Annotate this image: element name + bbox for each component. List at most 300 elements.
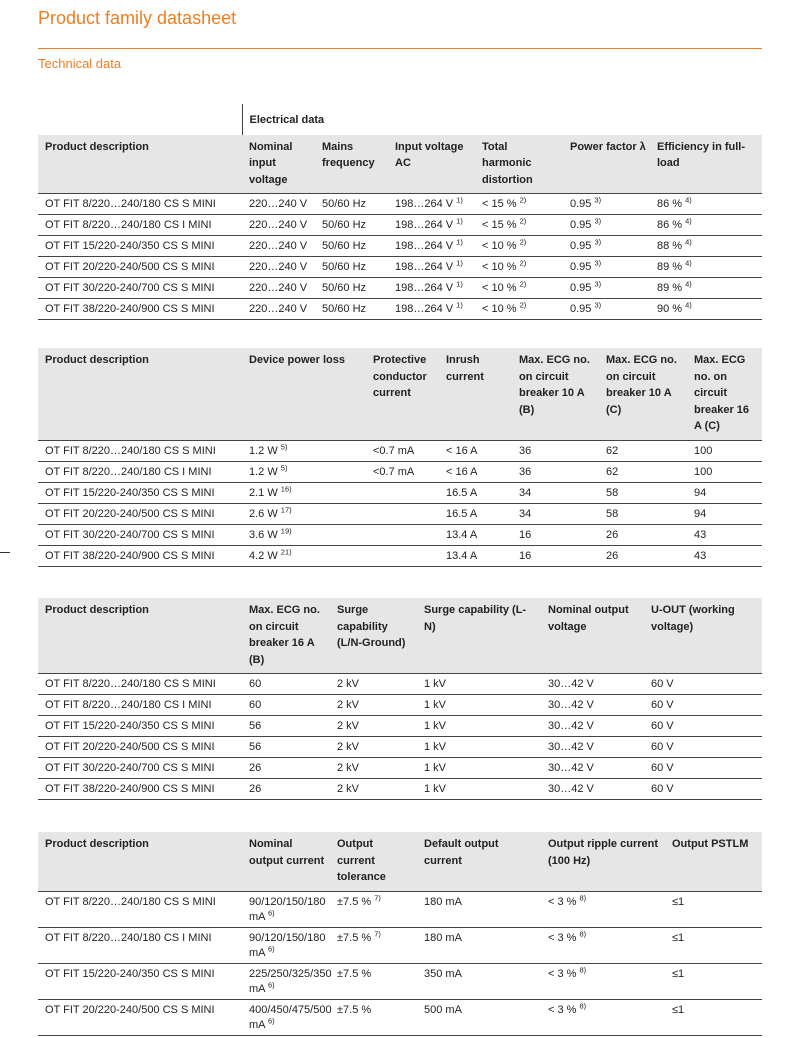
table-cell (687, 461, 762, 482)
table-cell (541, 674, 644, 695)
cell-value: ±7.5 % (337, 931, 372, 944)
footnote-ref: 4) (685, 300, 692, 310)
cell-value: 13.4 A (446, 549, 478, 562)
column-header: Nominal output current (242, 832, 330, 891)
footnote-ref: 3) (594, 237, 602, 247)
cell-value: 60 V (651, 741, 674, 753)
footnote-ref: 5) (280, 441, 288, 451)
table-cell (644, 779, 762, 800)
footnote-ref: 1) (456, 300, 463, 310)
table-cell (242, 503, 366, 524)
column-header: U-OUT (working voltage) (644, 598, 762, 674)
cell-value: 2 kV (337, 783, 360, 795)
product-description-cell (38, 215, 242, 236)
table-cell (512, 440, 599, 461)
product-description-cell (38, 440, 242, 461)
table-row (38, 963, 762, 999)
cell-value: 34 (519, 486, 532, 499)
product-description-cell (38, 716, 242, 737)
table-cell (687, 524, 762, 545)
column-header: Surge capability (L-N) (417, 598, 541, 674)
table-cell (242, 674, 330, 695)
cell-value: OT FIT 8/220…240/180 CS I MINI (45, 699, 212, 711)
footnote-ref: 17) (280, 504, 292, 514)
column-header: Product description (38, 135, 242, 194)
cell-value: 56 (249, 741, 262, 753)
cell-value: ±7.5 % (337, 1003, 372, 1016)
product-description-cell (38, 194, 242, 215)
table-row (38, 758, 762, 779)
table-cell (512, 524, 599, 545)
cell-value: 100 (694, 444, 713, 457)
cell-value: 16 (519, 528, 532, 541)
cell-value: 50/60 Hz (322, 303, 367, 315)
table-cell (388, 257, 475, 278)
footnote-ref: 21) (280, 546, 292, 556)
table-cell (315, 299, 388, 320)
cell-value: 0.95 (570, 261, 592, 273)
table-header-row (38, 832, 762, 891)
footnote-ref: 2) (519, 300, 527, 310)
cell-value: 400/450/475/500 mA (249, 1003, 332, 1031)
cell-value: 2 kV (337, 762, 360, 774)
cell-value: 90 % (657, 303, 683, 315)
table-cell (242, 758, 330, 779)
column-header: Product description (38, 348, 242, 440)
cell-value: 1 kV (424, 678, 447, 690)
table-row (38, 299, 762, 320)
product-description-cell (38, 545, 242, 566)
cell-value: 86 % (657, 198, 683, 210)
table-cell (644, 758, 762, 779)
footnote-ref: 8) (579, 928, 587, 938)
table-cell (475, 236, 563, 257)
cell-value: < 10 % (482, 282, 517, 294)
cell-value: ≤1 (672, 931, 685, 944)
cell-value: OT FIT 30/220-240/700 CS S MINI (45, 282, 215, 294)
product-description-cell (38, 503, 242, 524)
table-cell (439, 440, 512, 461)
cell-value: 43 (694, 528, 707, 541)
column-header: Product description (38, 832, 242, 891)
table-cell (665, 927, 762, 963)
cell-value: 50/60 Hz (322, 219, 367, 231)
table-cell (315, 215, 388, 236)
cell-value: OT FIT 15/220-240/350 CS S MINI (45, 240, 215, 252)
cell-value: 220…240 V (249, 219, 308, 231)
table-cell (599, 461, 687, 482)
cell-value: OT FIT 8/220…240/180 CS S MINI (45, 444, 216, 457)
cell-value: 60 V (651, 699, 674, 711)
table-cell (417, 963, 541, 999)
cell-value: 60 V (651, 762, 674, 774)
footnote-ref: 3) (594, 195, 602, 205)
cell-value: 500 mA (424, 1003, 462, 1016)
cell-value: 16.5 A (446, 486, 478, 499)
table-cell (330, 963, 417, 999)
title-divider (38, 48, 762, 49)
footnote-ref: 8) (579, 1000, 587, 1010)
table-cell (563, 257, 650, 278)
footnote-ref: 4) (685, 237, 692, 247)
product-description-cell (38, 999, 242, 1035)
table-cell (512, 503, 599, 524)
footnote-ref: 4) (685, 195, 692, 205)
cell-value: 1.2 W (249, 444, 278, 457)
cell-value: 13.4 A (446, 528, 478, 541)
column-header: Efficiency in full-load (650, 135, 762, 194)
table-row (38, 716, 762, 737)
product-description-cell (38, 737, 242, 758)
table-cell (650, 257, 762, 278)
table-group-header-row (38, 104, 762, 135)
table-cell (242, 257, 315, 278)
table-cell (315, 257, 388, 278)
footnote-ref: 3) (594, 300, 602, 310)
table-cell (417, 716, 541, 737)
column-header: Nominal output voltage (541, 598, 644, 674)
cell-value: 86 % (657, 219, 683, 231)
cell-value: 26 (249, 783, 262, 795)
column-header: Protective conductor current (366, 348, 439, 440)
footnote-ref: 5) (280, 462, 288, 472)
cell-value: 26 (249, 762, 262, 774)
blank-header-cell (38, 104, 242, 135)
table-cell (599, 482, 687, 503)
column-header: Max. ECG no. on circuit breaker 16 A (C) (687, 348, 762, 440)
table-cell (417, 695, 541, 716)
table-cell (644, 737, 762, 758)
table-cell (439, 482, 512, 503)
table-cell (563, 236, 650, 257)
electrical-data-table (38, 104, 762, 320)
product-description-cell (38, 779, 242, 800)
table-cell (366, 524, 439, 545)
cell-value: 220…240 V (249, 261, 308, 273)
cell-value: 180 mA (424, 931, 462, 944)
footnote-ref: 4) (685, 216, 692, 226)
product-description-cell (38, 695, 242, 716)
cell-value: OT FIT 8/220…240/180 CS I MINI (45, 219, 212, 231)
product-description-cell (38, 257, 242, 278)
table-cell (541, 927, 665, 963)
table-cell (330, 737, 417, 758)
cell-value: 88 % (657, 240, 683, 252)
table-cell (388, 215, 475, 236)
cell-value: 2 kV (337, 678, 360, 690)
table-cell (599, 503, 687, 524)
product-description-cell (38, 524, 242, 545)
cell-value: 30…42 V (548, 720, 594, 732)
table-cell (330, 779, 417, 800)
cell-value: OT FIT 20/220-240/500 CS S MINI (45, 741, 215, 753)
column-header: Total harmonic distortion (475, 135, 563, 194)
table-cell (366, 503, 439, 524)
table-cell (687, 545, 762, 566)
column-header: Output current tolerance (330, 832, 417, 891)
product-description-cell (38, 299, 242, 320)
table-cell (541, 695, 644, 716)
cell-value: 100 (694, 465, 713, 478)
column-header: Product description (38, 598, 242, 674)
cell-value: 2.1 W (249, 486, 278, 499)
cell-value: <0.7 mA (373, 444, 415, 457)
footnote-ref: 6) (267, 1015, 275, 1025)
cell-value: OT FIT 15/220-240/350 CS S MINI (45, 486, 215, 499)
cell-value: ±7.5 % (337, 895, 372, 908)
cell-value: 198…264 V (395, 198, 454, 210)
table-cell (242, 891, 330, 927)
table-row (38, 503, 762, 524)
footnote-ref: 1) (456, 195, 463, 205)
table-cell (242, 779, 330, 800)
cell-value: 90/120/150/180 mA (249, 931, 326, 959)
table-row (38, 215, 762, 236)
table-cell (388, 194, 475, 215)
cell-value: 198…264 V (395, 282, 454, 294)
cell-value: OT FIT 8/220…240/180 CS S MINI (45, 895, 216, 908)
table-cell (475, 215, 563, 236)
cell-value: OT FIT 15/220-240/350 CS S MINI (45, 967, 215, 980)
cell-value: OT FIT 8/220…240/180 CS S MINI (45, 678, 216, 690)
cell-value: 26 (606, 549, 619, 562)
cell-value: 50/60 Hz (322, 282, 367, 294)
cell-value: 1 kV (424, 720, 447, 732)
table-cell (687, 440, 762, 461)
product-description-cell (38, 482, 242, 503)
cell-value: 180 mA (424, 895, 462, 908)
cell-value: 0.95 (570, 282, 592, 294)
table-cell (242, 545, 366, 566)
cell-value: 30…42 V (548, 699, 594, 711)
cell-value: OT FIT 20/220-240/500 CS S MINI (45, 261, 215, 273)
footnote-ref: 8) (579, 964, 587, 974)
column-header: Max. ECG no. on circuit breaker 10 A (B) (512, 348, 599, 440)
table-cell (475, 194, 563, 215)
table-cell (541, 779, 644, 800)
cell-value: OT FIT 20/220-240/500 CS S MINI (45, 507, 215, 520)
footnote-ref: 2) (519, 237, 527, 247)
cell-value: OT FIT 38/220-240/900 CS S MINI (45, 783, 215, 795)
column-header: Output ripple current (100 Hz) (541, 832, 665, 891)
cell-value: 90/120/150/180 mA (249, 895, 326, 923)
product-description-cell (38, 927, 242, 963)
table-cell (242, 194, 315, 215)
cell-value: 0.95 (570, 303, 592, 315)
cell-value: < 3 % (548, 895, 577, 908)
footnote-ref: 2) (519, 216, 527, 226)
table-header-row (38, 348, 762, 440)
table-cell (650, 278, 762, 299)
cell-value: ≤1 (672, 895, 685, 908)
product-description-cell (38, 758, 242, 779)
cell-value: OT FIT 30/220-240/700 CS S MINI (45, 762, 215, 774)
table-cell (242, 482, 366, 503)
cell-value: 16 (519, 549, 532, 562)
table-cell (541, 999, 665, 1035)
footnote-ref: 2) (519, 258, 527, 268)
column-header: Nominal input voltage (242, 135, 315, 194)
cell-value: 30…42 V (548, 678, 594, 690)
cell-value: < 16 A (446, 444, 478, 457)
cell-value: 198…264 V (395, 240, 454, 252)
cell-value: 1.2 W (249, 465, 278, 478)
table-cell (599, 440, 687, 461)
cell-value: 50/60 Hz (322, 240, 367, 252)
footnote-ref: 7) (374, 892, 381, 902)
column-header: Inrush current (439, 348, 512, 440)
cell-value: 0.95 (570, 219, 592, 231)
table-cell (242, 236, 315, 257)
table-cell (541, 891, 665, 927)
column-header: Input voltage AC (388, 135, 475, 194)
cell-value: 26 (606, 528, 619, 541)
cell-value: ±7.5 % (337, 967, 372, 980)
table-cell (563, 194, 650, 215)
footnote-ref: 6) (267, 979, 275, 989)
cell-value: 2 kV (337, 741, 360, 753)
footnote-ref: 2) (519, 195, 527, 205)
table-cell (330, 758, 417, 779)
cell-value: 2 kV (337, 699, 360, 711)
table-cell (330, 674, 417, 695)
cell-value: 60 V (651, 678, 674, 690)
cell-value: 50/60 Hz (322, 198, 367, 210)
table-row (38, 674, 762, 695)
table-cell (417, 999, 541, 1035)
column-header: Max. ECG no. on circuit breaker 10 A (C) (599, 348, 687, 440)
column-header: Default output current (417, 832, 541, 891)
cell-value: 36 (519, 465, 532, 478)
column-header: Mains frequency (315, 135, 388, 194)
section-title: Technical data (38, 56, 122, 71)
cell-value: 198…264 V (395, 261, 454, 273)
cell-value: ≤1 (672, 967, 685, 980)
table-cell (563, 299, 650, 320)
cell-value: 4.2 W (249, 549, 278, 562)
cell-value: 220…240 V (249, 282, 308, 294)
cell-value: 60 (249, 699, 262, 711)
table-cell (417, 758, 541, 779)
cell-value: 0.95 (570, 240, 592, 252)
table-cell (366, 461, 439, 482)
footnote-ref: 1) (456, 237, 463, 247)
column-header: Surge capability (L/N-Ground) (330, 598, 417, 674)
column-header: Power factor λ (563, 135, 650, 194)
table-cell (475, 278, 563, 299)
table-cell (366, 545, 439, 566)
table-cell (417, 737, 541, 758)
product-description-cell (38, 236, 242, 257)
cell-value: 89 % (657, 261, 683, 273)
cell-value: OT FIT 38/220-240/900 CS S MINI (45, 303, 215, 315)
cell-value: 56 (249, 720, 262, 732)
cell-value: < 10 % (482, 261, 517, 273)
footnote-ref: 1) (456, 279, 463, 289)
cell-value: 16.5 A (446, 507, 478, 520)
table-cell (512, 461, 599, 482)
footnote-ref: 1) (456, 216, 463, 226)
cell-value: 94 (694, 507, 707, 520)
cell-value: 30…42 V (548, 741, 594, 753)
table-cell (665, 891, 762, 927)
table-cell (242, 524, 366, 545)
table-cell (330, 999, 417, 1035)
cell-value: 1 kV (424, 783, 447, 795)
output-current-table (38, 832, 762, 1036)
table-cell (687, 503, 762, 524)
cell-value: 220…240 V (249, 240, 308, 252)
product-description-cell (38, 963, 242, 999)
footnote-ref: 4) (685, 258, 692, 268)
table-cell (439, 545, 512, 566)
table-row (38, 278, 762, 299)
margin-mark (0, 552, 10, 553)
table-cell (512, 482, 599, 503)
footnote-ref: 3) (594, 279, 602, 289)
cell-value: 43 (694, 549, 707, 562)
table-row (38, 779, 762, 800)
table-row (38, 524, 762, 545)
cell-value: 58 (606, 486, 619, 499)
table-cell (315, 278, 388, 299)
table-cell (644, 716, 762, 737)
table-cell (541, 758, 644, 779)
footnote-ref: 4) (685, 279, 692, 289)
table-cell (475, 257, 563, 278)
table-cell (242, 278, 315, 299)
footnote-ref: 3) (594, 216, 602, 226)
cell-value: 60 V (651, 720, 674, 732)
column-header: Device power loss (242, 348, 366, 440)
table-cell (475, 299, 563, 320)
table-row (38, 236, 762, 257)
footnote-ref: 1) (456, 258, 463, 268)
cell-value: 2.6 W (249, 507, 278, 520)
cell-value: 198…264 V (395, 219, 454, 231)
cell-value: < 3 % (548, 931, 577, 944)
table-cell (330, 927, 417, 963)
cell-value: 94 (694, 486, 707, 499)
table-cell (242, 461, 366, 482)
cell-value: 198…264 V (395, 303, 454, 315)
cell-value: 225/250/325/350 mA (249, 967, 332, 995)
cell-value: 36 (519, 444, 532, 457)
table-cell (439, 461, 512, 482)
cell-value: OT FIT 30/220-240/700 CS S MINI (45, 528, 215, 541)
table-row (38, 257, 762, 278)
table-cell (650, 194, 762, 215)
cell-value: 30…42 V (548, 762, 594, 774)
table-row (38, 545, 762, 566)
footnote-ref: 3) (594, 258, 602, 268)
table-cell (439, 524, 512, 545)
table-cell (512, 545, 599, 566)
table-cell (388, 236, 475, 257)
table-cell (599, 545, 687, 566)
cell-value: 30…42 V (548, 783, 594, 795)
cell-value: 1 kV (424, 762, 447, 774)
product-description-cell (38, 461, 242, 482)
page-title: Product family datasheet (38, 8, 237, 28)
cell-value: 0.95 (570, 198, 592, 210)
cell-value: <0.7 mA (373, 465, 415, 478)
surge-output-voltage-table (38, 598, 762, 800)
cell-value: 3.6 W (249, 528, 278, 541)
cell-value: 2 kV (337, 720, 360, 732)
table-cell (541, 963, 665, 999)
table-cell (417, 779, 541, 800)
